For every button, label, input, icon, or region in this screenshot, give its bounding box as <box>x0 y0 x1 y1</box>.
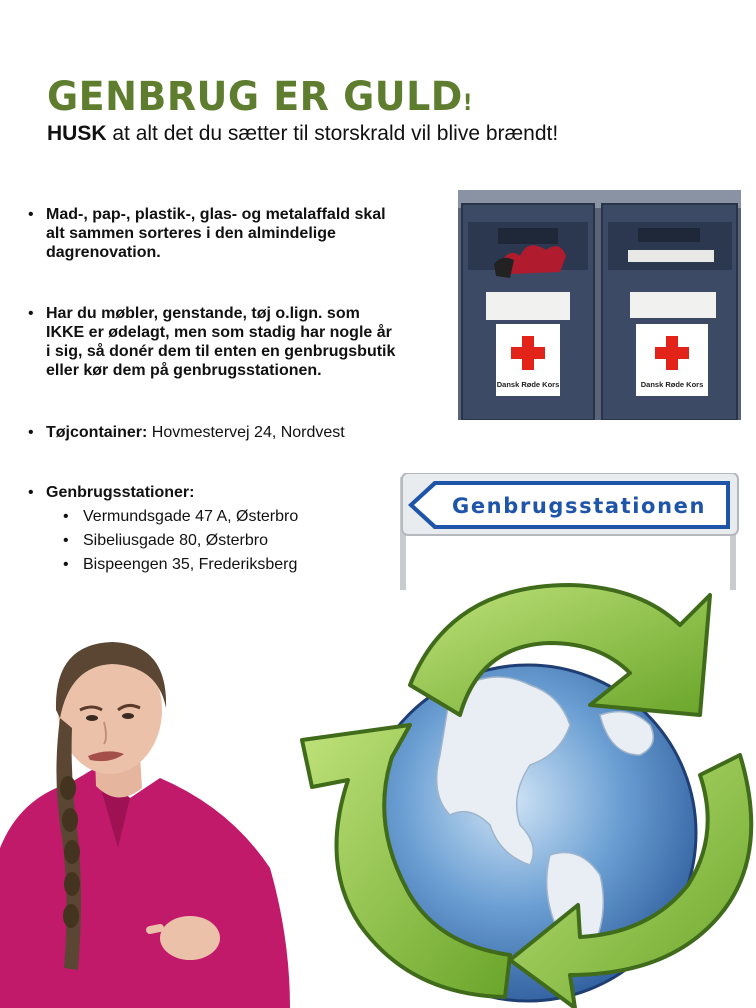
bullet-dot: • <box>28 206 34 223</box>
clothing-label: Tøjcontainer: <box>46 424 148 441</box>
subtitle-text: at alt det du sætter til storskrald vil blive brændt! <box>106 122 559 145</box>
bullet-dot: • <box>28 305 34 322</box>
page-title <box>47 74 473 120</box>
station-address: Sibeliusgade 80, Østerbro <box>83 532 268 549</box>
subtitle <box>47 122 558 146</box>
title-main: GENBRUG ER GULD <box>47 74 463 120</box>
bullet-sorting-line-3: dagrenovation. <box>46 244 161 261</box>
container-label-right: Dansk Røde Kors <box>640 380 704 389</box>
title-exclamation: ! <box>462 91 473 116</box>
sign-text: Genbrugsstationen <box>452 494 707 518</box>
recycling-globe-icon <box>300 565 756 1008</box>
station-address: Vermundsgade 47 A, Østerbro <box>83 508 299 525</box>
clothing-containers-photo <box>458 190 741 420</box>
bullet-sorting-line-2: alt sammen sorteres i den almindelige <box>46 225 336 242</box>
bullet-donate-line-1: Har du møbler, genstande, tøj o.lign. som <box>46 305 360 322</box>
station-address: Bispeengen 35, Frederiksberg <box>83 556 298 573</box>
person-photo <box>0 638 290 1008</box>
subtitle-emphasis: HUSK <box>47 122 107 145</box>
container-label-left: Dansk Røde Kors <box>496 380 560 389</box>
bullet-sorting-line-1: Mad-, pap-, plastik-, glas- og metalaffald skal <box>46 206 386 223</box>
bullet-donate-line-3: i sig, så donér dem til enten en genbrugsbutik <box>46 343 396 360</box>
bullet-donate-line-2: IKKE er ødelagt, men som stadig har nogle år <box>46 324 392 341</box>
bullet-dot: • <box>28 424 34 441</box>
bullet-dot: • <box>28 484 34 501</box>
clothing-address: Hovmestervej 24, Nordvest <box>147 424 345 441</box>
bullet-donate-line-4: eller kør dem på genbrugsstationen. <box>46 362 322 379</box>
stations-label: Genbrugsstationer: <box>46 484 195 501</box>
